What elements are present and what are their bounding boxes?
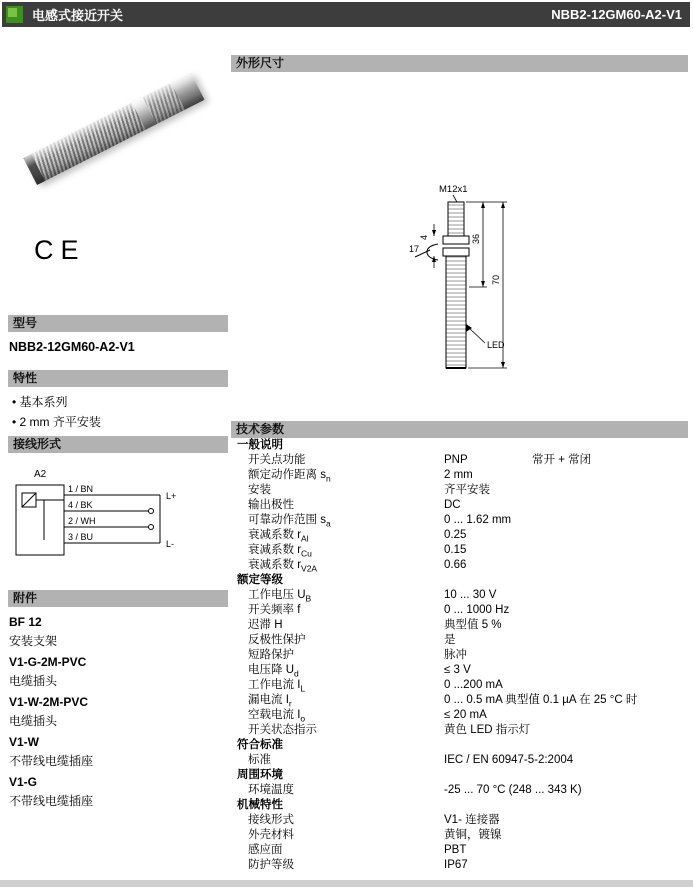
param-label: 迟滞 H (248, 619, 283, 631)
param-label: 输出极性 (248, 499, 294, 511)
param-label: 额定动作距离 $s_n$ (248, 469, 331, 484)
sensor-sensing-face (23, 154, 45, 185)
pin-label: 1 / BN (68, 484, 94, 494)
pin-label: 3 / BU (68, 532, 94, 542)
param-label: 环境温度 (248, 784, 294, 796)
table-row (231, 678, 688, 693)
accessory-model: V1-W-2M-PVC (9, 695, 89, 709)
model-number: NBB2-12GM60-A2-V1 (9, 340, 135, 354)
param-label: 空载电流 $I_o$ (248, 709, 306, 724)
feature-item: • 基本系列 (12, 393, 228, 407)
pin-label: 4 / BK (68, 500, 93, 510)
section-header-dimensions: 外形尺寸 (231, 55, 688, 72)
param-value: 脉冲 (444, 649, 467, 661)
section-header-accessories: 附件 (8, 590, 228, 607)
table-row (231, 858, 688, 873)
pin-label: 2 / WH (68, 516, 96, 526)
param-value: IEC / EN 60947-5-2:2004 (444, 754, 574, 766)
param-value: 0.66 (444, 559, 467, 571)
ce-mark: CE (34, 235, 86, 265)
left-column (8, 40, 228, 807)
table-row (231, 663, 688, 678)
tech-section-title: 机械特性 (237, 799, 283, 811)
table-row (231, 543, 688, 558)
table-row (231, 843, 688, 858)
page-title: 电感式接近开关 (32, 8, 124, 23)
param-value: 黄铜，镀镍 (444, 829, 502, 841)
sensor-rear-barrel (143, 83, 185, 124)
param-value: ≤ 3 V (444, 664, 471, 676)
param-value: ≤ 20 mA (444, 709, 487, 721)
dim-70-label: 70 (491, 274, 501, 285)
param-value: V1- 连接器 (444, 814, 500, 826)
param-label: 标准 (248, 754, 271, 766)
param-label: 电压降 $U_d$ (248, 664, 299, 679)
param-value: 齐平安装 (444, 484, 490, 496)
table-row (231, 633, 688, 648)
section-header-model: 型号 (8, 315, 228, 332)
footer-bar (0, 880, 693, 887)
param-label: 感应面 (248, 844, 283, 856)
brand-icon (6, 6, 23, 23)
table-row (231, 618, 688, 633)
param-label: 开关状态指示 (248, 724, 317, 736)
wiring-diagram (8, 465, 228, 582)
wiring-label: A2 (34, 469, 47, 480)
table-row (231, 693, 688, 708)
param-value: 10 ... 30 V (444, 589, 497, 601)
param-value: PBT (444, 844, 467, 856)
tech-section-title: 周围环境 (237, 769, 283, 781)
table-row (231, 453, 688, 468)
dim-36-label: 36 (471, 233, 481, 244)
param-value: 0 ... 1000 Hz (444, 604, 510, 616)
param-value: -25 ... 70 °C (248 ... 343 K) (444, 784, 582, 796)
table-row (231, 648, 688, 663)
sensor-image (23, 73, 204, 185)
param-label: 衰减系数 $r_{Cu}$ (248, 544, 312, 559)
param-label: 外壳材料 (248, 829, 294, 841)
table-row (231, 753, 688, 768)
accessory-desc: 不带线电缆插座 (9, 754, 94, 768)
param-value: 黄色 LED 指示灯 (444, 724, 531, 736)
param-label: 防护等级 (248, 859, 294, 871)
param-label: 安装 (248, 484, 271, 496)
accessory-desc: 电缆插头 (9, 714, 58, 728)
param-value: DC (444, 499, 461, 511)
section-header-features: 特性 (8, 370, 228, 387)
param-label: 接线形式 (248, 814, 294, 826)
param-label: 衰减系数 $r_{Al}$ (248, 529, 309, 544)
param-label: 工作电压 $U_B$ (248, 589, 312, 604)
right-column (231, 55, 688, 873)
accessory-model: V1-G (9, 775, 38, 789)
table-row (231, 603, 688, 618)
table-row (231, 513, 688, 528)
table-row (231, 498, 688, 513)
param-value: 是 (444, 634, 456, 646)
tech-section-title: 额定等级 (237, 574, 283, 586)
dim-led-label: LED (487, 340, 505, 350)
param-label: 短路保护 (248, 649, 294, 661)
brand-icon-inner (8, 8, 17, 17)
sensor-connector (171, 73, 204, 110)
param-value: 2 mm (444, 469, 473, 481)
dimension-drawing (231, 72, 688, 421)
supply-minus-label: L- (166, 539, 175, 549)
param-value: 0 ...200 mA (444, 679, 503, 691)
sensor-threaded-barrel (31, 103, 145, 181)
param-value: 典型值 5 % (444, 619, 502, 631)
accessory-desc: 不带线电缆插座 (9, 794, 94, 808)
section-header-tech: 技术参数 (231, 421, 688, 438)
table-row (231, 708, 688, 723)
param-value: 0.25 (444, 529, 467, 541)
feature-item: • 2 mm 齐平安装 (12, 413, 228, 427)
table-row (231, 468, 688, 483)
table-row (231, 558, 688, 573)
table-row (231, 813, 688, 828)
top-header-bar (2, 2, 690, 27)
tech-section-title: 符合标准 (237, 739, 283, 751)
param-value: 0.15 (444, 544, 467, 556)
table-row (231, 528, 688, 543)
param-value: 0 ... 0.5 mA 典型值 0.1 µA 在 25 °C 时 (444, 694, 638, 706)
param-value: IP67 (444, 859, 468, 871)
dim-wrench-label: 17 (409, 244, 420, 254)
dim-4-label: 4 (419, 234, 429, 240)
param-value: 0 ... 1.62 mm (444, 514, 512, 526)
accessory-desc: 安装支架 (9, 634, 58, 648)
param-label: 漏电流 $I_r$ (248, 694, 292, 709)
table-row (231, 483, 688, 498)
accessory-model: V1-W (9, 735, 39, 749)
param-label: 工作电流 $I_L$ (248, 679, 306, 694)
param-label: 开关频率 f (248, 604, 301, 616)
param-label: 开关点功能 (248, 454, 306, 466)
table-row (231, 723, 688, 738)
tech-section-title: 一般说明 (237, 439, 283, 451)
accessory-model: V1-G-2M-PVC (9, 655, 87, 669)
sensor-nut (132, 97, 156, 129)
section-header-connection: 接线形式 (8, 436, 228, 453)
dim-thread-label: M12x1 (439, 184, 468, 195)
product-photo (8, 40, 228, 215)
param-value: PNP 常开 + 常闭 (444, 454, 592, 466)
param-label: 反极性保护 (248, 634, 306, 646)
supply-plus-label: L+ (166, 491, 177, 501)
table-row (231, 588, 688, 603)
param-label: 可靠动作范围 $s_a$ (248, 514, 331, 529)
param-label: 衰减系数 $r_{V2A}$ (248, 559, 318, 574)
part-number: NBB2-12GM60-A2-V1 (551, 7, 682, 22)
accessory-desc: 电缆插头 (9, 674, 58, 688)
table-row (231, 783, 688, 798)
accessory-model: BF 12 (9, 615, 42, 629)
table-row (231, 828, 688, 843)
